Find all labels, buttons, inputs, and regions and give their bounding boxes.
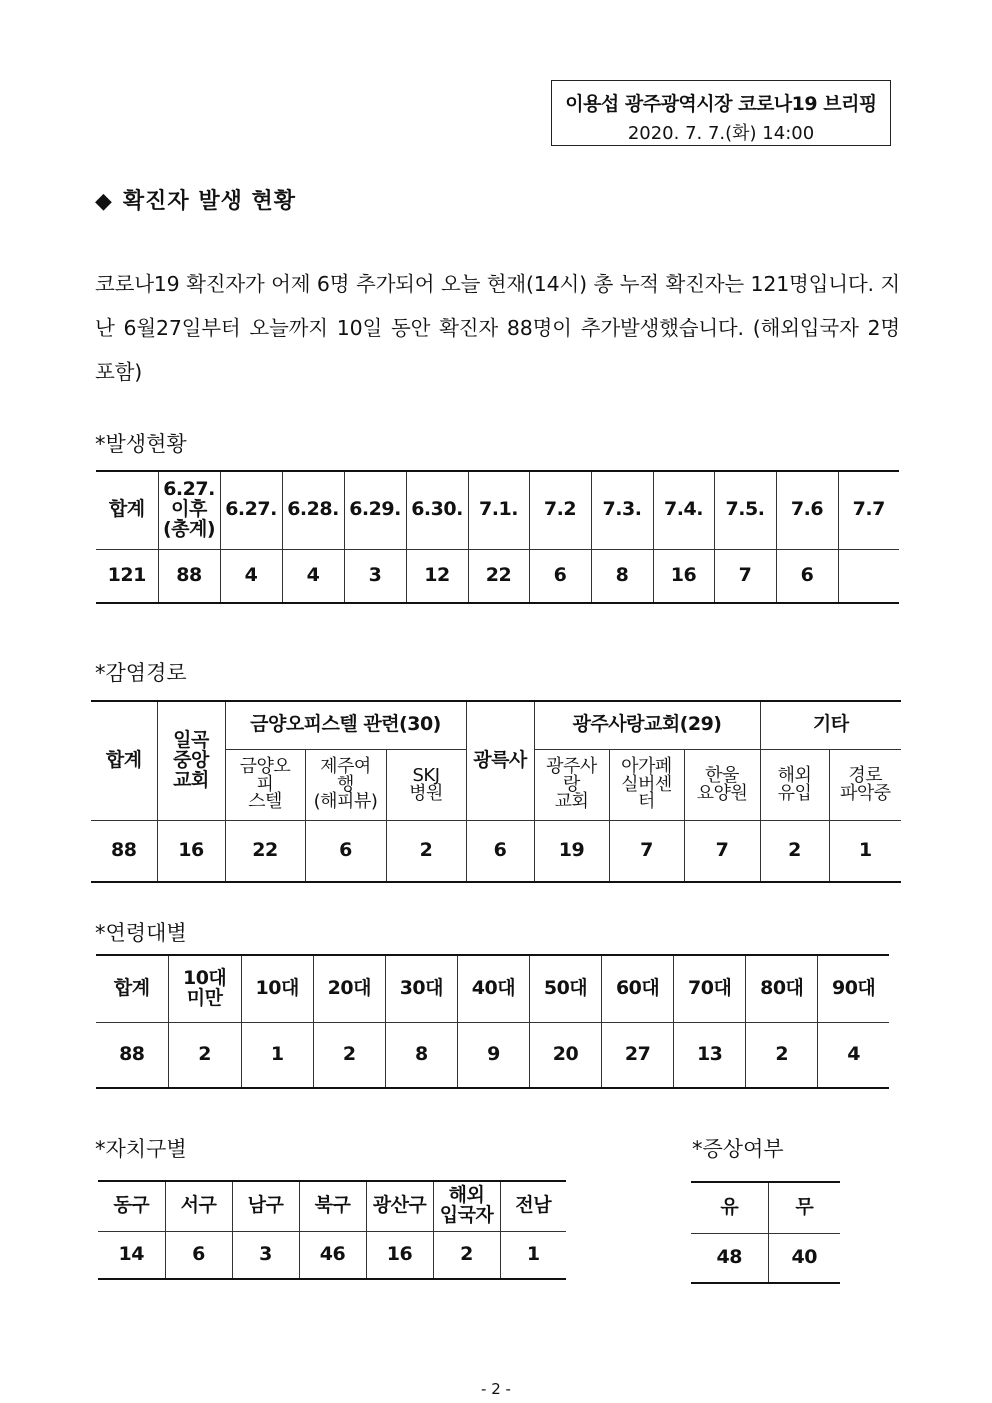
occurrence-header-cell: 7.6 bbox=[776, 471, 838, 549]
age-header-cell: 20대 bbox=[313, 955, 385, 1022]
district-value-cell: 46 bbox=[299, 1231, 366, 1279]
route-ilgok-header: 일곡 중앙 교회 bbox=[157, 701, 225, 820]
route-value-cell: 22 bbox=[225, 820, 305, 882]
occurrence-value-cell: 6 bbox=[529, 549, 591, 603]
district-header-cell: 북구 bbox=[299, 1181, 366, 1231]
occurrence-header-cell: 7.5. bbox=[714, 471, 776, 549]
age-value-cell: 2 bbox=[746, 1022, 818, 1088]
route-sub-header-cell: SKJ 병원 bbox=[386, 749, 466, 820]
district-table bbox=[98, 1180, 566, 1280]
age-header-cell: 60대 bbox=[602, 955, 674, 1022]
route-church-group-header: 광주사랑교회(29) bbox=[534, 701, 760, 749]
occurrence-value-cell: 12 bbox=[406, 549, 468, 603]
occurrence-header-cell: 합계 bbox=[96, 471, 158, 549]
route-value-cell: 2 bbox=[386, 820, 466, 882]
symptom-header-cell: 무 bbox=[768, 1182, 840, 1233]
age-value-cell: 1 bbox=[241, 1022, 313, 1088]
occurrence-value-cell: 4 bbox=[282, 549, 344, 603]
district-value-cell: 3 bbox=[232, 1231, 299, 1279]
district-value-cell: 2 bbox=[433, 1231, 500, 1279]
occurrence-header-cell: 6.29. bbox=[344, 471, 406, 549]
route-value-cell: 7 bbox=[684, 820, 760, 882]
age-value-cell: 2 bbox=[168, 1022, 241, 1088]
route-sub-header-cell: 금양오 피 스텔 bbox=[225, 749, 305, 820]
route-sub-header-cell: 해외 유입 bbox=[760, 749, 829, 820]
route-value-cell: 6 bbox=[466, 820, 534, 882]
occurrence-header-cell: 7.3. bbox=[591, 471, 653, 549]
occurrence-value-cell bbox=[838, 549, 899, 603]
briefing-datetime: 2020. 7. 7.(화) 14:00 bbox=[627, 123, 815, 144]
route-value-cell: 1 bbox=[829, 820, 901, 882]
symptom-table bbox=[691, 1181, 840, 1284]
occurrence-value-cell: 3 bbox=[344, 549, 406, 603]
section-title bbox=[95, 184, 296, 215]
occurrence-value-cell: 8 bbox=[591, 549, 653, 603]
district-header-cell: 광산구 bbox=[366, 1181, 433, 1231]
briefing-box bbox=[551, 80, 891, 146]
route-other-group-header: 기타 bbox=[760, 701, 901, 749]
district-value-cell: 16 bbox=[366, 1231, 433, 1279]
occurrence-value-cell: 121 bbox=[96, 549, 158, 603]
age-value-cell: 8 bbox=[385, 1022, 457, 1088]
age-caption: *연령대별 bbox=[95, 921, 187, 945]
occurrence-header-cell: 6.27. bbox=[220, 471, 282, 549]
route-caption: *감염경로 bbox=[95, 661, 187, 685]
occurrence-value-cell: 88 bbox=[158, 549, 220, 603]
route-geumyang-group-header: 금양오피스텔 관련(30) bbox=[225, 701, 466, 749]
route-sub-header-cell: 광주사 랑 교회 bbox=[534, 749, 609, 820]
route-value-cell: 2 bbox=[760, 820, 829, 882]
district-header-cell: 전남 bbox=[500, 1181, 566, 1231]
route-total-header: 합계 bbox=[91, 701, 157, 820]
age-value-cell: 27 bbox=[602, 1022, 674, 1088]
occurrence-header-cell: 7.4. bbox=[653, 471, 714, 549]
route-value-cell: 16 bbox=[157, 820, 225, 882]
occurrence-header-cell: 6.30. bbox=[406, 471, 468, 549]
occurrence-table bbox=[96, 470, 899, 604]
occurrence-header-cell: 7.7 bbox=[838, 471, 899, 549]
age-value-cell: 20 bbox=[529, 1022, 601, 1088]
age-header-cell: 10대 bbox=[241, 955, 313, 1022]
occurrence-caption: *발생현황 bbox=[95, 432, 187, 456]
intro-paragraph: 코로나19 확진자가 어제 6명 추가되어 오늘 현재(14시) 총 누적 확진자는 121명입니다. 지난 6월27일부터 오늘까지 10일 동안 확진자 88명이 추가발생했습니다. (해외입국자 2명 포함) bbox=[95, 272, 900, 384]
district-value-cell: 1 bbox=[500, 1231, 566, 1279]
route-value-cell: 19 bbox=[534, 820, 609, 882]
age-table bbox=[96, 954, 889, 1089]
district-header-cell: 동구 bbox=[98, 1181, 165, 1231]
symptom-caption: *증상여부 bbox=[692, 1137, 784, 1161]
symptom-header-cell: 유 bbox=[691, 1182, 768, 1233]
route-gwangreuksa-header: 광륵사 bbox=[466, 701, 534, 820]
age-header-cell: 50대 bbox=[529, 955, 601, 1022]
age-header-cell: 30대 bbox=[385, 955, 457, 1022]
age-value-cell: 13 bbox=[674, 1022, 746, 1088]
age-header-cell: 10대 미만 bbox=[168, 955, 241, 1022]
age-header-cell: 80대 bbox=[746, 955, 818, 1022]
symptom-value-cell: 40 bbox=[768, 1233, 840, 1283]
occurrence-value-cell: 6 bbox=[776, 549, 838, 603]
occurrence-value-cell: 22 bbox=[468, 549, 529, 603]
occurrence-value-cell: 16 bbox=[653, 549, 714, 603]
occurrence-header-cell: 7.2 bbox=[529, 471, 591, 549]
route-value-cell: 6 bbox=[305, 820, 386, 882]
age-value-cell: 2 bbox=[313, 1022, 385, 1088]
page-number: - 2 - bbox=[481, 1380, 511, 1398]
route-sub-header-cell: 경로 파악중 bbox=[829, 749, 901, 820]
district-caption: *자치구별 bbox=[95, 1137, 187, 1161]
age-header-cell: 70대 bbox=[674, 955, 746, 1022]
district-value-cell: 6 bbox=[165, 1231, 232, 1279]
age-header-cell: 90대 bbox=[818, 955, 889, 1022]
symptom-value-cell: 48 bbox=[691, 1233, 768, 1283]
route-table bbox=[91, 700, 901, 883]
district-header-cell: 서구 bbox=[165, 1181, 232, 1231]
briefing-title: 이용섭 광주광역시장 코로나19 브리핑 bbox=[565, 93, 877, 115]
section-title-text: 확진자 발생 현황 bbox=[122, 189, 297, 214]
age-value-cell: 4 bbox=[818, 1022, 889, 1088]
route-value-cell: 88 bbox=[91, 820, 157, 882]
occurrence-header-cell: 7.1. bbox=[468, 471, 529, 549]
age-value-cell: 9 bbox=[457, 1022, 529, 1088]
age-value-cell: 88 bbox=[96, 1022, 168, 1088]
district-header-cell: 남구 bbox=[232, 1181, 299, 1231]
route-value-cell: 7 bbox=[609, 820, 684, 882]
age-header-cell: 합계 bbox=[96, 955, 168, 1022]
occurrence-value-cell: 7 bbox=[714, 549, 776, 603]
district-value-cell: 14 bbox=[98, 1231, 165, 1279]
occurrence-value-cell: 4 bbox=[220, 549, 282, 603]
route-sub-header-cell: 제주여 행 (해피뷰) bbox=[305, 749, 386, 820]
occurrence-header-cell: 6.28. bbox=[282, 471, 344, 549]
age-header-cell: 40대 bbox=[457, 955, 529, 1022]
occurrence-header-cell: 6.27. 이후 (총계) bbox=[158, 471, 220, 549]
route-sub-header-cell: 아가페 실버센 터 bbox=[609, 749, 684, 820]
diamond-bullet-icon: ◆ bbox=[95, 189, 113, 214]
route-sub-header-cell: 한울 요양원 bbox=[684, 749, 760, 820]
district-header-cell: 해외 입국자 bbox=[433, 1181, 500, 1231]
